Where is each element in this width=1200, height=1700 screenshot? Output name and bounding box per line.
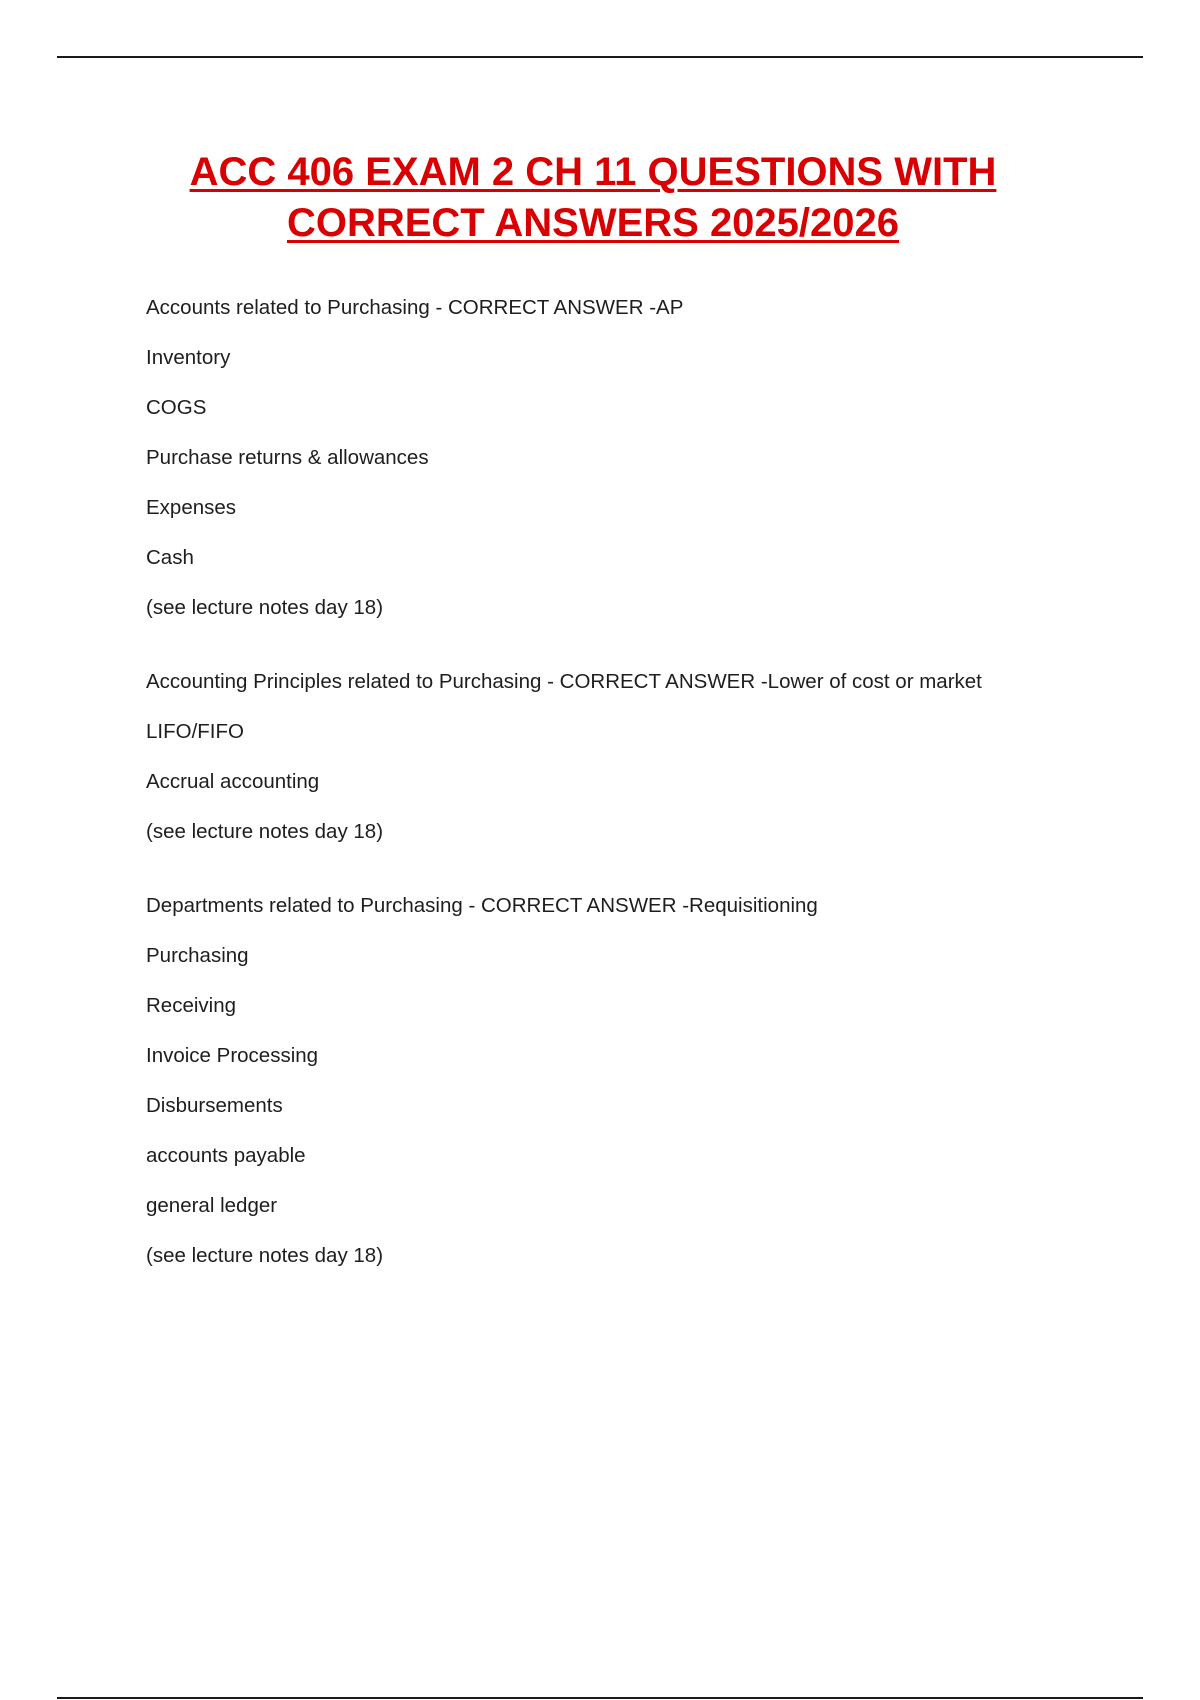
answer-line: Expenses [146,496,237,519]
qa-block-principles [146,670,1106,844]
answer-line: COGS [146,396,207,419]
question-line: Accounting Principles related to Purchasing - CORRECT ANSWER -Lower of cost or market [146,670,982,693]
answer-line: Invoice Processing [146,1044,319,1067]
answer-line: LIFO/FIFO [146,720,244,743]
footer-rule [57,1697,1143,1699]
answer-line: general ledger [146,1194,278,1217]
answer-line: accounts payable [146,1144,306,1167]
answer-line: Purchase returns & allowances [146,446,429,469]
reference-note: (see lecture notes day 18) [146,596,384,619]
question-line: Departments related to Purchasing - CORRECT ANSWER -Requisitioning [146,894,818,917]
qa-block-departments [146,894,1106,1268]
document-title: ACC 406 EXAM 2 CH 11 QUESTIONS WITH CORRECT ANSWERS 2025/2026 [189,150,997,245]
qa-block-accounts [146,296,1106,620]
answer-line: Receiving [146,994,237,1017]
document-body [146,296,1106,1318]
question-line: Accounts related to Purchasing - CORRECT ANSWER -AP [146,296,684,319]
header-rule [57,56,1143,58]
answer-line: Purchasing [146,944,249,967]
reference-note: (see lecture notes day 18) [146,820,384,843]
answer-line: Disbursements [146,1094,283,1117]
reference-note: (see lecture notes day 18) [146,1244,384,1267]
answer-line: Cash [146,546,194,569]
answer-line: Inventory [146,346,231,369]
answer-line: Accrual accounting [146,770,320,793]
